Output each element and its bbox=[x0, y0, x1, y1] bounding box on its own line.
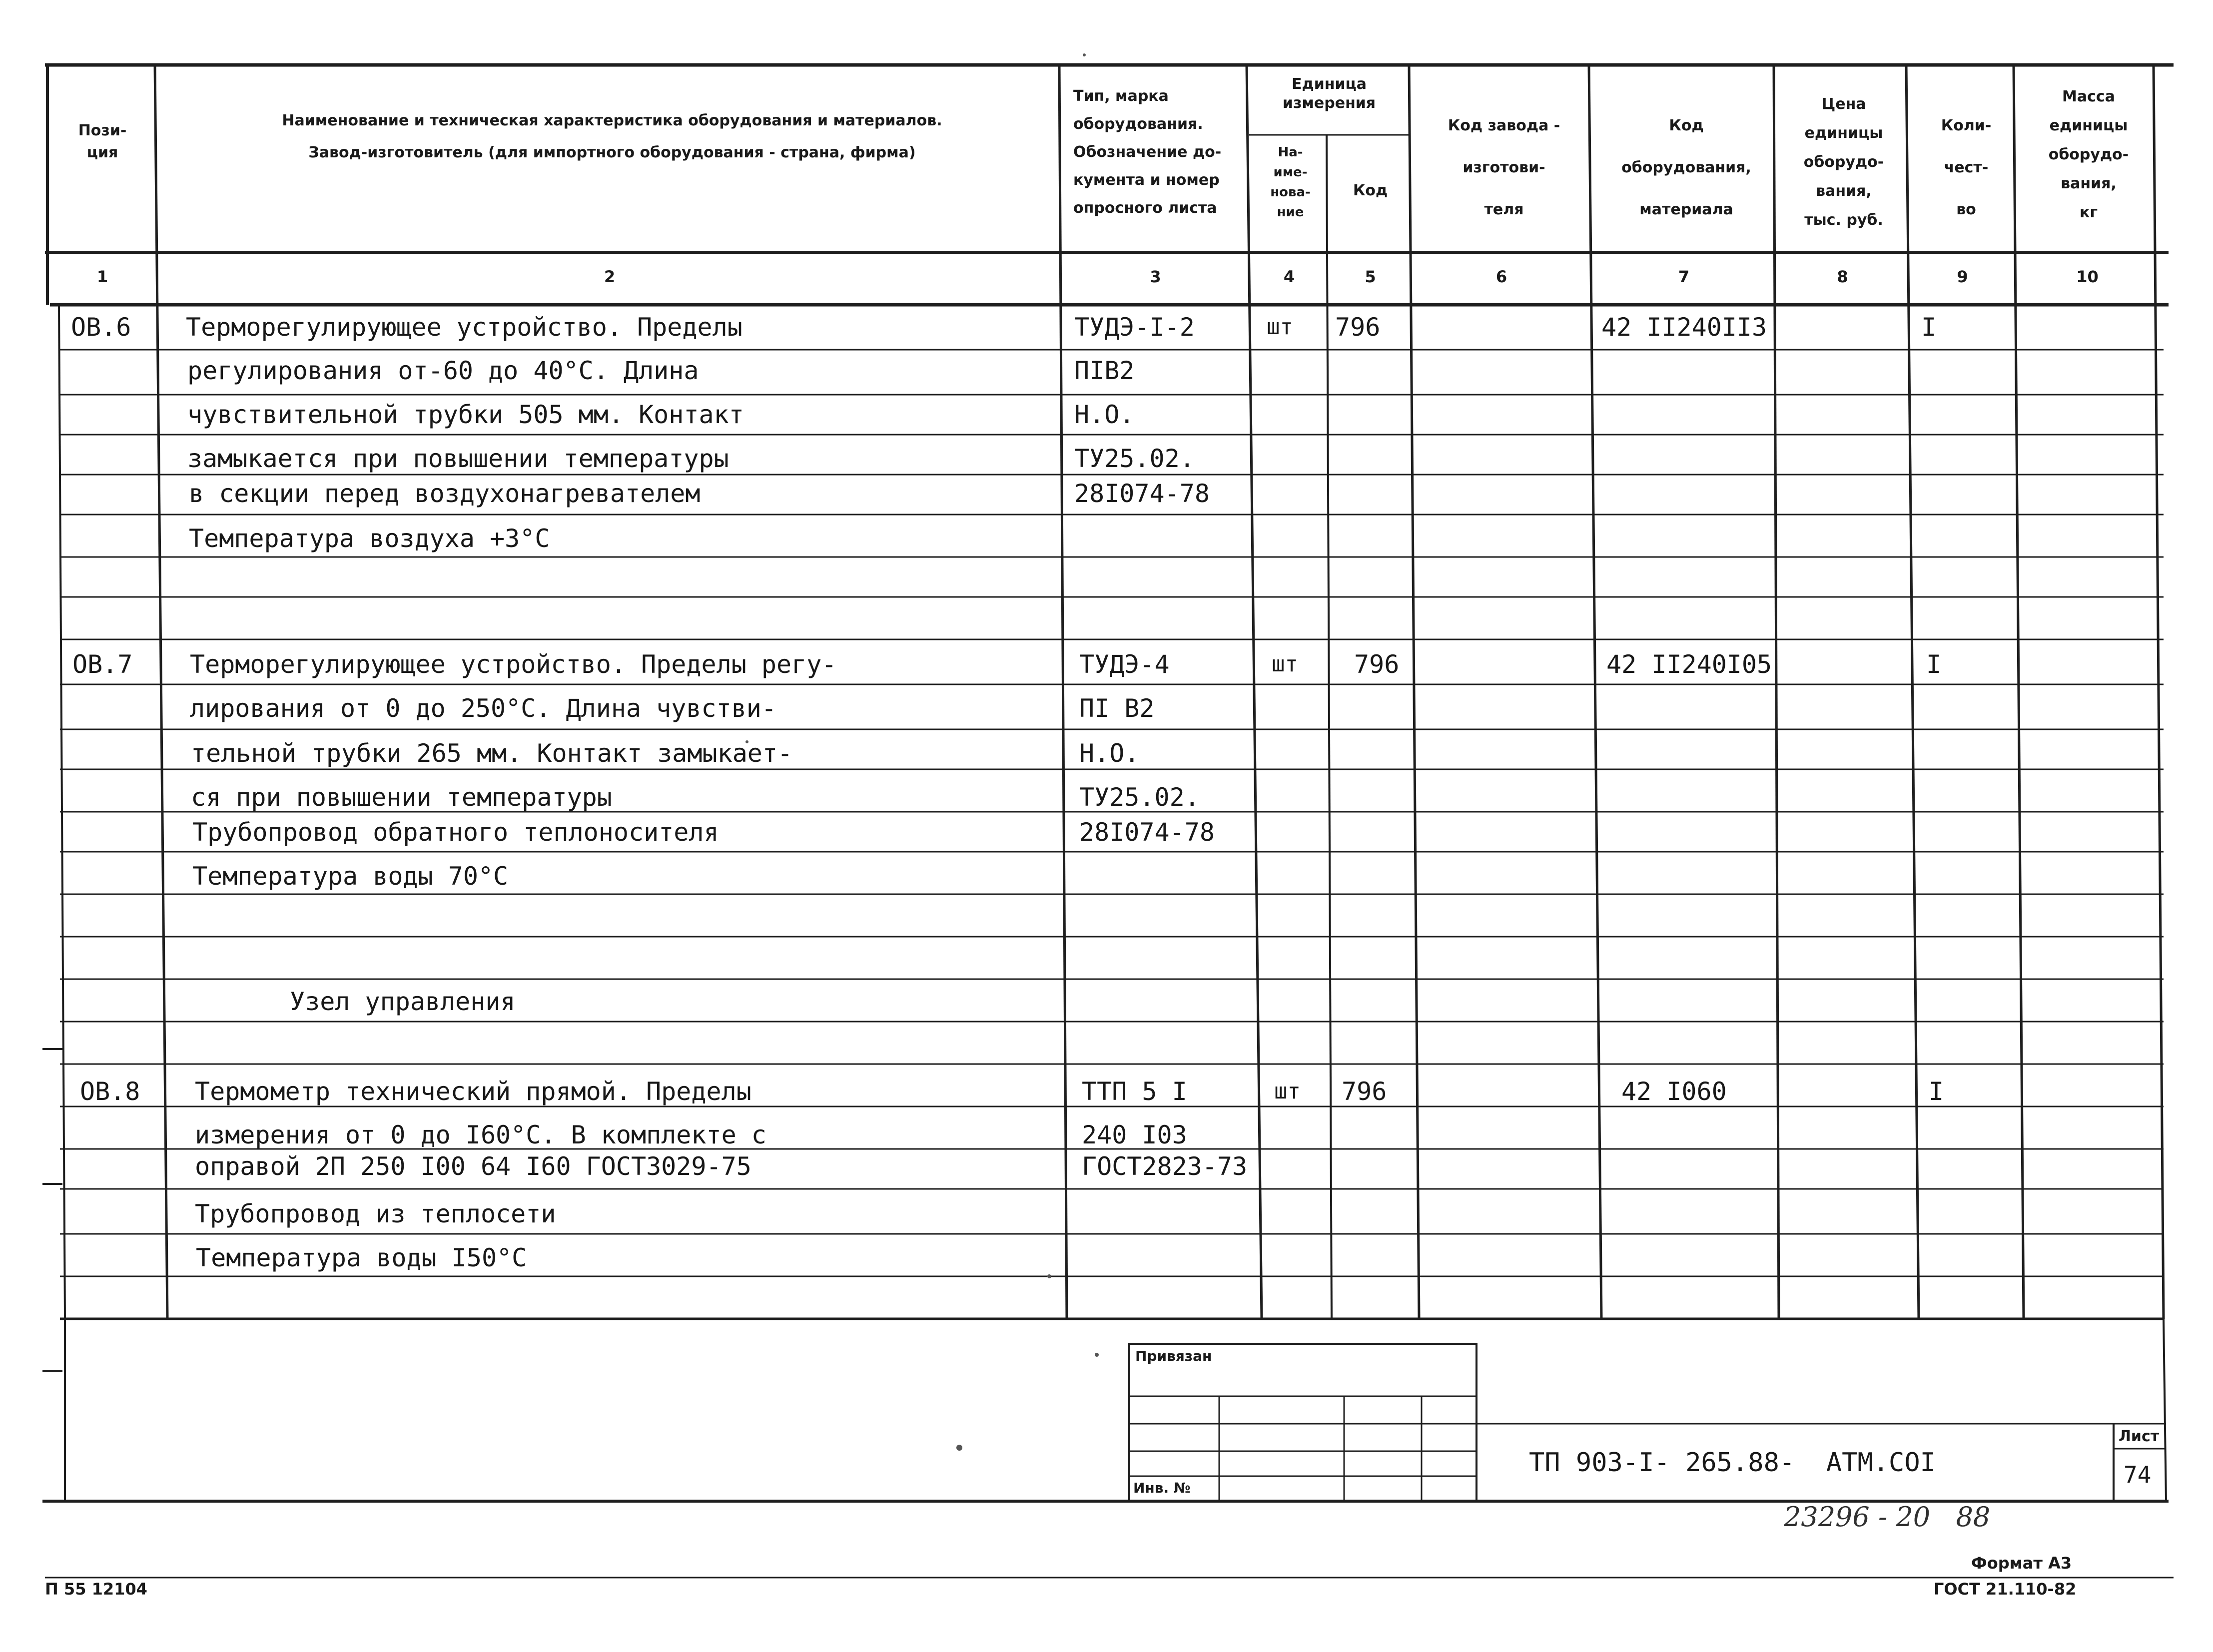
item-type-line: ТТП 5 I bbox=[1082, 1077, 1187, 1106]
gost-standard: ГОСТ 21.110-82 bbox=[1934, 1580, 2077, 1599]
item-desc-line: оправой 2П 250 I00 64 I60 ГОСТ3029-75 bbox=[195, 1152, 751, 1181]
header-col-quantity: Коли- чест- во bbox=[1941, 117, 1992, 218]
item-quantity: I bbox=[1921, 313, 1937, 342]
col-num-6: 6 bbox=[1495, 267, 1507, 286]
col-num-1: 1 bbox=[96, 267, 108, 286]
col-num-8: 8 bbox=[1837, 267, 1848, 286]
item-desc-line: в секции перед воздухонагревателем bbox=[189, 479, 701, 508]
col-num-4: 4 bbox=[1283, 267, 1295, 286]
item-desc-line: Трубопровод обратного теплоносителя bbox=[192, 818, 719, 847]
item-desc-line: ся при повышении температуры bbox=[191, 783, 612, 812]
item-equipment-code: 42 II240II3 bbox=[1601, 313, 1767, 342]
col-num-7: 7 bbox=[1678, 267, 1690, 286]
item-quantity: I bbox=[1929, 1077, 1944, 1106]
header-col-equipment-code: Код оборудования, материала bbox=[1621, 117, 1751, 218]
header-col-unit-name: На- име- нова- ние bbox=[1270, 145, 1311, 220]
item-desc-line: регулирования от-60 до 40°C. Длина bbox=[187, 356, 699, 385]
item-type-line: ТУДЭ-I-2 bbox=[1074, 313, 1195, 342]
item-desc-line: Температура воздуха +3°C bbox=[189, 524, 550, 553]
item-equipment-code: 42 I060 bbox=[1621, 1077, 1727, 1106]
item-unit: шт bbox=[1272, 651, 1298, 677]
header-col-mass: Масса единицы оборудо- вания, кг bbox=[2048, 88, 2129, 221]
item-unit: шт bbox=[1267, 314, 1293, 340]
item-type-line: ТУ25.02. bbox=[1074, 444, 1195, 473]
item-quantity: I bbox=[1926, 650, 1942, 679]
stamp-privyazan: Привязан bbox=[1135, 1348, 1212, 1364]
item-unit-code: 796 bbox=[1354, 650, 1400, 679]
stamp-inventory-no: Инв. № bbox=[1133, 1480, 1191, 1496]
item-type-line: Н.О. bbox=[1079, 739, 1140, 768]
item-type-line: ПIВ2 bbox=[1074, 356, 1135, 385]
item-desc-line: Термометр технический прямой. Пределы bbox=[195, 1077, 751, 1106]
header-col-position: Пози- ция bbox=[78, 122, 127, 161]
item-unit-code: 796 bbox=[1335, 313, 1381, 342]
item-desc-line: Температура воды 70°C bbox=[192, 862, 509, 891]
col-num-3: 3 bbox=[1150, 267, 1161, 286]
item-desc-line: чувствительной трубки 505 мм. Контакт bbox=[187, 400, 744, 429]
col-num-5: 5 bbox=[1365, 267, 1376, 286]
item-position: ОВ.6 bbox=[71, 313, 131, 342]
item-type-line: Н.О. bbox=[1074, 400, 1135, 429]
item-type-line: 240 I03 bbox=[1082, 1120, 1187, 1149]
item-type-line: ПI В2 bbox=[1079, 694, 1155, 723]
item-type-line: ТУ25.02. bbox=[1079, 783, 1200, 812]
col-num-10: 10 bbox=[2076, 267, 2099, 286]
item-type-line: ТУДЭ-4 bbox=[1079, 650, 1170, 679]
document-code: ТП 903-I- 265.88- АТМ.COI bbox=[1529, 1448, 1936, 1478]
header-col-price: Цена единицы оборудо- вания, тыс. руб. bbox=[1803, 95, 1884, 229]
header-col-type: Тип, марка оборудования. Обозначение до- кумента и номер опросного листа bbox=[1073, 87, 1222, 217]
item-type-line: 28I074-78 bbox=[1074, 479, 1210, 508]
item-desc-line: измерения от 0 до I60°C. В комплекте с bbox=[195, 1120, 766, 1149]
left-code: П 55 12104 bbox=[45, 1580, 147, 1599]
sheet-number: 74 bbox=[2124, 1461, 2152, 1488]
item-desc-line: Температура воды I50°C bbox=[196, 1243, 527, 1272]
item-position: ОВ.8 bbox=[80, 1077, 140, 1106]
handwritten-number: 23296 - 20 88 bbox=[1784, 1501, 1991, 1533]
item-equipment-code: 42 II240I05 bbox=[1606, 650, 1772, 679]
sheet-label: Лист bbox=[2119, 1428, 2160, 1445]
item-unit: шт bbox=[1274, 1079, 1301, 1104]
header-col-name: Наименование и техническая характеристика оборудования и материалов. Завод-изготовитель (для импортного оборудования - страна, фирма) bbox=[282, 112, 942, 161]
item-unit-code: 796 bbox=[1342, 1077, 1387, 1106]
header-col-unit-code: Код bbox=[1353, 182, 1388, 199]
col-num-9: 9 bbox=[1957, 267, 1968, 286]
item-desc-line: Терморегулирующее устройство. Пределы регу- bbox=[190, 650, 837, 679]
item-position: ОВ.7 bbox=[72, 650, 133, 679]
col-num-2: 2 bbox=[604, 267, 616, 286]
section-title: Узел управления bbox=[290, 987, 516, 1016]
item-type-line: ГОСТ2823-73 bbox=[1082, 1152, 1248, 1181]
header-unit-group: Единица измерения bbox=[1282, 75, 1376, 112]
item-type-line: 28I074-78 bbox=[1079, 818, 1215, 847]
header-col-factory-code: Код завода - изготови- теля bbox=[1448, 117, 1560, 218]
item-desc-line: Терморегулирующее устройство. Пределы bbox=[186, 313, 742, 342]
item-desc-line: Трубопровод из теплосети bbox=[195, 1199, 556, 1228]
item-desc-line: лирования от 0 до 250°C. Длина чувстви- bbox=[190, 694, 776, 723]
item-desc-line: тельной трубки 265 мм. Контакт замыкает- bbox=[191, 739, 793, 768]
paper-format: Формат А3 bbox=[1971, 1554, 2072, 1573]
item-desc-line: замыкается при повышении температуры bbox=[187, 444, 729, 473]
